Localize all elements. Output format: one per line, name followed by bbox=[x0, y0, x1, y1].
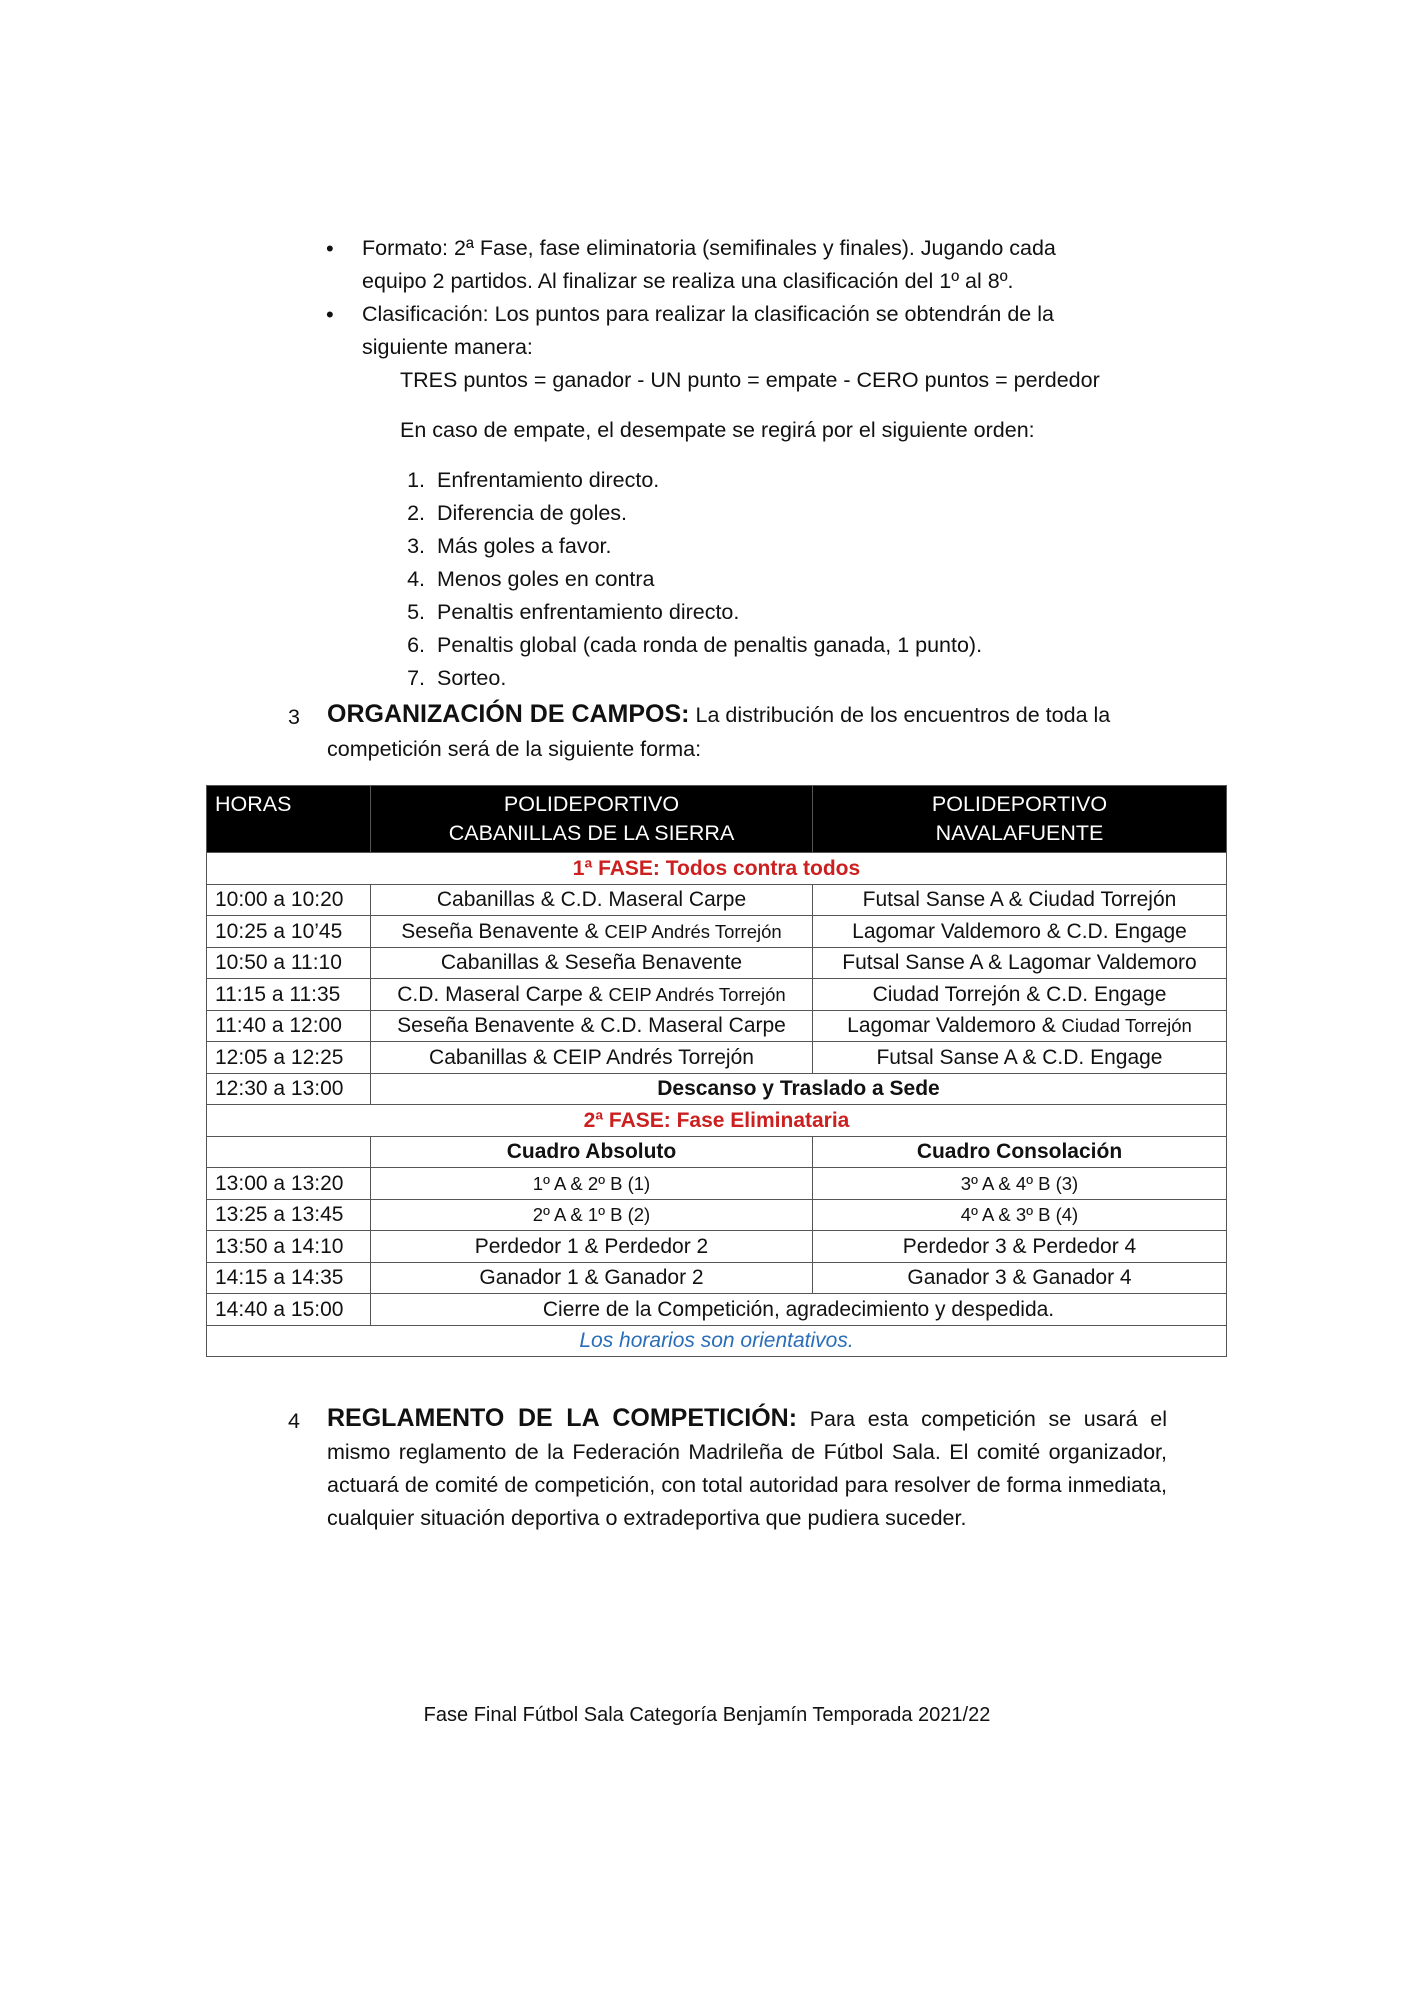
break-cell: Descanso y Traslado a Sede bbox=[371, 1073, 1227, 1105]
table-row bbox=[207, 1073, 1227, 1105]
time-cell: 10:50 a 11:10 bbox=[207, 947, 371, 979]
time-cell: 13:50 a 14:10 bbox=[207, 1231, 371, 1263]
time-cell: 13:00 a 13:20 bbox=[207, 1168, 371, 1200]
match-cell: Ciudad Torrejón & C.D. Engage bbox=[813, 979, 1227, 1011]
closing-cell: Cierre de la Competición, agradecimiento y despedida. bbox=[371, 1294, 1227, 1326]
list-item: 1. Enfrentamiento directo. bbox=[407, 468, 660, 492]
header-venue-navalafuente: POLIDEPORTIVO NAVALAFUENTE bbox=[813, 786, 1227, 853]
section-4-title: REGLAMENTO DE LA COMPETICIÓN: bbox=[327, 1404, 798, 1432]
tiebreak-list bbox=[407, 464, 983, 695]
match-cell: 4º A & 3º B (4) bbox=[813, 1199, 1227, 1231]
time-cell: 10:00 a 10:20 bbox=[207, 884, 371, 916]
bullet-line: Formato: 2ª Fase, fase eliminatoria (semifinales y finales). Jugando cada bbox=[362, 236, 1056, 260]
match-cell: Ganador 3 & Ganador 4 bbox=[813, 1262, 1227, 1294]
list-item: 4. Menos goles en contra bbox=[407, 567, 655, 591]
time-cell: 14:40 a 15:00 bbox=[207, 1294, 371, 1326]
bracket-header-row bbox=[207, 1136, 1227, 1168]
match-cell: Cabanillas & CEIP Andrés Torrejón bbox=[371, 1042, 813, 1074]
phase-1-title: 1ª FASE: Todos contra todos bbox=[207, 853, 1227, 885]
schedule-table bbox=[206, 785, 1227, 1357]
header-hours: HORAS bbox=[207, 786, 371, 853]
match-cell: Futsal Sanse A & Lagomar Valdemoro bbox=[813, 947, 1227, 979]
bracket-consolacion: Cuadro Consolación bbox=[813, 1136, 1227, 1168]
match-cell: Futsal Sanse A & C.D. Engage bbox=[813, 1042, 1227, 1074]
match-cell: Seseña Benavente & CEIP Andrés Torrejón bbox=[371, 916, 813, 948]
list-item: 2. Diferencia de goles. bbox=[407, 501, 628, 525]
time-cell: 14:15 a 14:35 bbox=[207, 1262, 371, 1294]
match-cell: Cabanillas & C.D. Maseral Carpe bbox=[371, 884, 813, 916]
table-row bbox=[207, 1010, 1227, 1042]
section-4-paragraph bbox=[327, 1402, 1167, 1535]
table-row bbox=[207, 947, 1227, 979]
section-4-number: 4 bbox=[288, 1409, 300, 1433]
match-cell: Lagomar Valdemoro & Ciudad Torrejón bbox=[813, 1010, 1227, 1042]
empty-cell bbox=[207, 1136, 371, 1168]
match-cell: Ganador 1 & Ganador 2 bbox=[371, 1262, 813, 1294]
table-row bbox=[207, 1294, 1227, 1326]
section-4-text: Para esta competición se usará el mismo reglamento de la Federación Madrileña de Fútbol Sala. El comité organizador, actuará de comité de competición, con total autoridad para resolver de forma inmediata, cualquier situación deportiva o extradeportiva que pudiera suceder. bbox=[327, 1407, 1167, 1530]
bullet-formato bbox=[326, 232, 1152, 298]
table-row bbox=[207, 1168, 1227, 1200]
bullet-icon: • bbox=[326, 302, 334, 327]
section-3-text: La distribución de los encuentros de toda la bbox=[695, 703, 1111, 727]
section-3-number: 3 bbox=[288, 705, 300, 729]
match-cell: Lagomar Valdemoro & C.D. Engage bbox=[813, 916, 1227, 948]
bullet-icon: • bbox=[326, 236, 334, 261]
phase-row bbox=[207, 853, 1227, 885]
tiebreak-intro: En caso de empate, el desempate se regirá por el siguiente orden: bbox=[400, 418, 1035, 442]
phase-2-title: 2ª FASE: Fase Eliminataria bbox=[207, 1105, 1227, 1137]
time-cell: 12:30 a 13:00 bbox=[207, 1073, 371, 1105]
match-cell: Cabanillas & Seseña Benavente bbox=[371, 947, 813, 979]
bullet-line: siguiente manera: bbox=[362, 335, 533, 359]
note-row bbox=[207, 1325, 1227, 1357]
list-item: 6. Penaltis global (cada ronda de penaltis ganada, 1 punto). bbox=[407, 633, 983, 657]
page-footer: Fase Final Fútbol Sala Categoría Benjamín Temporada 2021/22 bbox=[423, 1704, 991, 1726]
table-row bbox=[207, 1262, 1227, 1294]
table-row bbox=[207, 1042, 1227, 1074]
list-item: 5. Penaltis enfrentamiento directo. bbox=[407, 600, 740, 624]
time-cell: 11:15 a 11:35 bbox=[207, 979, 371, 1011]
match-cell: Futsal Sanse A & Ciudad Torrejón bbox=[813, 884, 1227, 916]
schedule-note: Los horarios son orientativos. bbox=[207, 1325, 1227, 1357]
table-row bbox=[207, 884, 1227, 916]
table-row bbox=[207, 1231, 1227, 1263]
match-cell: Perdedor 1 & Perdedor 2 bbox=[371, 1231, 813, 1263]
match-cell: 3º A & 4º B (3) bbox=[813, 1168, 1227, 1200]
time-cell: 13:25 a 13:45 bbox=[207, 1199, 371, 1231]
bullet-line: Clasificación: Los puntos para realizar la clasificación se obtendrán de la bbox=[362, 302, 1054, 326]
table-row bbox=[207, 1199, 1227, 1231]
match-cell: Perdedor 3 & Perdedor 4 bbox=[813, 1231, 1227, 1263]
match-cell: Seseña Benavente & C.D. Maseral Carpe bbox=[371, 1010, 813, 1042]
time-cell: 11:40 a 12:00 bbox=[207, 1010, 371, 1042]
match-cell: 2º A & 1º B (2) bbox=[371, 1199, 813, 1231]
table-header-row bbox=[207, 786, 1227, 853]
list-item: 7. Sorteo. bbox=[407, 666, 507, 690]
section-3-heading bbox=[327, 698, 1187, 732]
match-cell: C.D. Maseral Carpe & CEIP Andrés Torrejón bbox=[371, 979, 813, 1011]
time-cell: 10:25 a 10’45 bbox=[207, 916, 371, 948]
header-venue-cabanillas: POLIDEPORTIVO CABANILLAS DE LA SIERRA bbox=[371, 786, 813, 853]
list-item: 3. Más goles a favor. bbox=[407, 534, 612, 558]
phase-row bbox=[207, 1105, 1227, 1137]
table-row bbox=[207, 916, 1227, 948]
time-cell: 12:05 a 12:25 bbox=[207, 1042, 371, 1074]
match-cell: 1º A & 2º B (1) bbox=[371, 1168, 813, 1200]
table-row bbox=[207, 979, 1227, 1011]
bracket-absoluto: Cuadro Absoluto bbox=[371, 1136, 813, 1168]
section-3-title: ORGANIZACIÓN DE CAMPOS: bbox=[327, 700, 690, 728]
bullet-clasificacion bbox=[326, 298, 1152, 364]
section-3-text-cont: competición será de la siguiente forma: bbox=[327, 737, 702, 761]
bullet-line: equipo 2 partidos. Al finalizar se realiza una clasificación del 1º al 8º. bbox=[362, 269, 1014, 293]
points-line: TRES puntos = ganador - UN punto = empate - CERO puntos = perdedor bbox=[400, 368, 1100, 392]
